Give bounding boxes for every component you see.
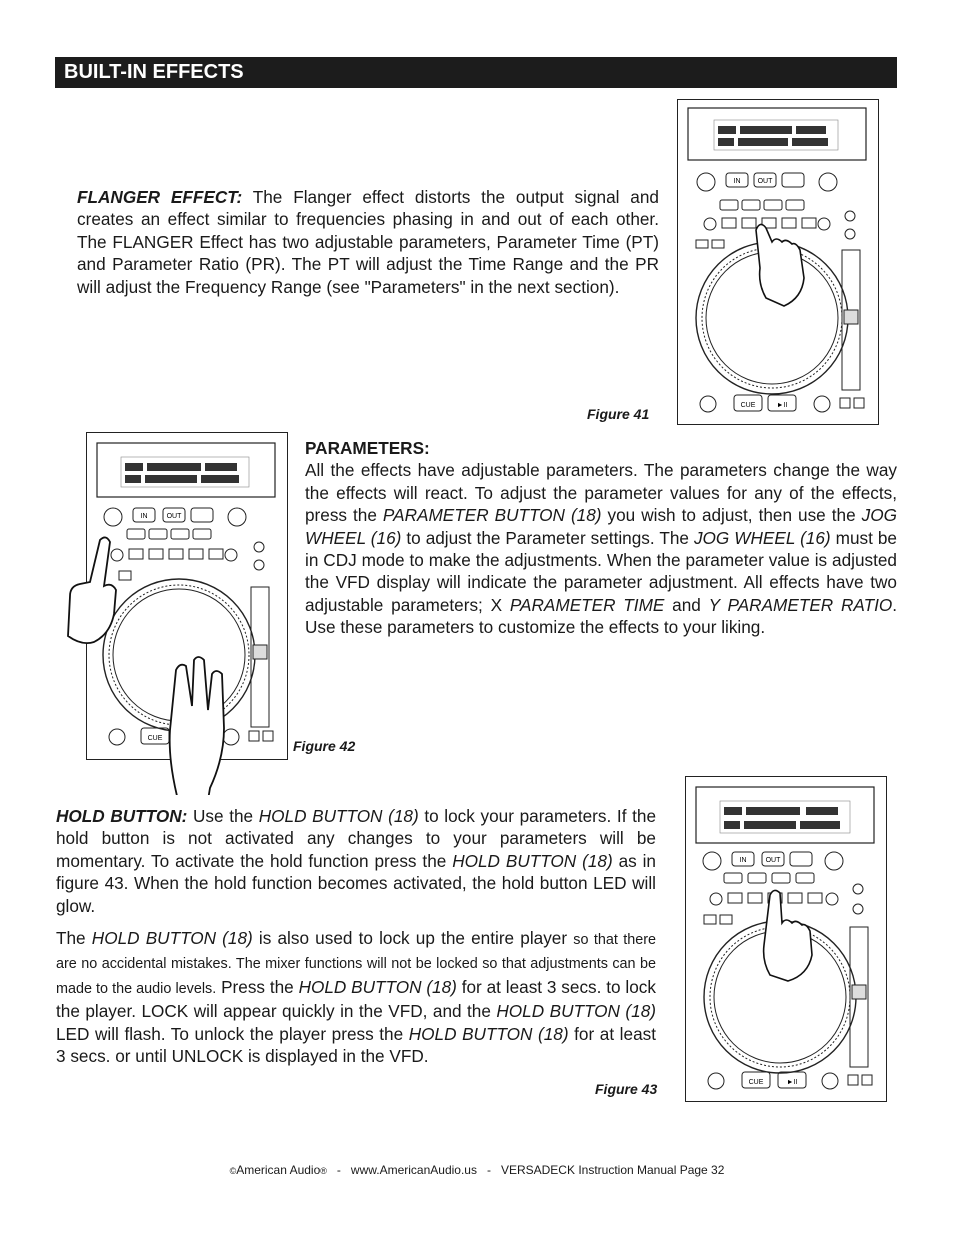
parameters-text: and (664, 594, 709, 615)
parameters-heading: PARAMETERS: (305, 438, 430, 458)
hold-lock-text: for at least 3 secs. or until UNLOCK is displayed in the VFD. (56, 1023, 656, 1067)
figure-42-caption: Figure 42 (293, 738, 356, 754)
flanger-heading: FLANGER EFFECT: (77, 187, 243, 207)
registered-symbol: ® (320, 1166, 327, 1176)
parameters-paragraph (305, 437, 897, 639)
section-title: BUILT-IN EFFECTS (64, 61, 244, 83)
figure-43-device (685, 776, 887, 1102)
hand-icon (756, 224, 804, 306)
hold-text: Use the (187, 806, 259, 826)
parameters-ref: JOG WHEEL (16) (305, 505, 897, 548)
out-button-label: OUT (765, 857, 781, 864)
out-button-label: OUT (757, 178, 773, 185)
parameters-text: to adjust the Parameter settings. The (401, 527, 694, 548)
parameters-text: . Use these parameters to customize the effects to your liking. (305, 594, 897, 638)
versadeck-illustration-43 (686, 777, 886, 1101)
flanger-paragraph (77, 186, 659, 298)
in-button-label: IN (140, 513, 148, 520)
hand-icon (764, 890, 812, 981)
hold-ref: HOLD BUTTON (18) (258, 806, 419, 826)
in-button-label: IN (733, 178, 741, 185)
hold-lock-text: for at least 3 secs. to lock the player. LOCK will appear quickly in the VFD, and the (56, 976, 656, 1022)
footer-text: - www.AmericanAudio.us - VERSADECK Instruction Manual Page 32 (326, 1163, 725, 1177)
hold-text: as in figure 43. When the hold function becomes activated, the hold button LED will glow. (56, 850, 656, 916)
hold-lock-ref: HOLD BUTTON (18) (496, 1001, 656, 1022)
hold-lock-ref: HOLD BUTTON (18) (298, 976, 457, 997)
hold-lock-ref: HOLD BUTTON (18) (91, 928, 253, 948)
parameters-text: must be in CDJ mode to make the adjustments. When the parameter value is adjusted the VFD display will indicate the parameter adjustment. All effects have two adjustable parameters; X (305, 527, 897, 615)
right-hand-icon (170, 657, 224, 795)
hold-paragraph (56, 805, 656, 917)
in-button-label: IN (739, 857, 747, 864)
figure-41-device (677, 99, 879, 425)
hold-ref: HOLD BUTTON (18) (452, 850, 613, 871)
parameters-ref: PARAMETER TIME (509, 594, 665, 615)
cue-button-label: CUE (748, 1079, 764, 1086)
left-hand-icon (68, 537, 116, 643)
page-footer (0, 1163, 954, 1177)
out-button-label: OUT (166, 513, 182, 520)
hold-lock-text: is also used to lock up the entire player (252, 928, 574, 948)
flanger-body: The Flanger effect distorts the output signal and creates an effect similar to frequencies phasing in and out of each other. The FLANGER Effect has two adjustable parameters, Parameter Time (PT) and Parameter Ratio (PR). The PT will adjust the Time Range and the PR will adjust the Frequency Range (see "Parameters" in the next section). (77, 187, 659, 297)
hold-lock-text: LED will flash. To unlock the player press the (56, 1023, 409, 1044)
hold-lock-text: Press the (216, 976, 299, 997)
cue-button-label: CUE (740, 402, 756, 409)
parameters-text: you wish to adjust, then use the (601, 505, 862, 526)
figure-43-caption: Figure 43 (595, 1081, 658, 1097)
hold-text: to lock your parameters. If the hold button is not activated any changes to your parameters will be momentary. To activate the hold function press the (56, 806, 656, 871)
parameters-ref: JOG WHEEL (16) (693, 527, 831, 548)
section-header (55, 57, 897, 88)
copyright-symbol: © (229, 1166, 237, 1176)
cue-button-label: CUE (147, 735, 163, 742)
hold-heading: HOLD BUTTON: (56, 806, 188, 826)
hold-lock-paragraph (56, 927, 656, 1067)
parameters-text: All the effects have adjustable parameters. The parameters change the way the effects will react. To adjust the parameter values for any of the effects, press the (305, 460, 897, 526)
figure-42-hands (56, 530, 236, 795)
hold-lock-ref: HOLD BUTTON (18) (408, 1023, 569, 1044)
play-button-label: ►II (776, 402, 788, 409)
play-button-label: ►II (786, 1079, 798, 1086)
figure-41-caption: Figure 41 (587, 406, 650, 422)
hold-lock-small-text: so that there are no accidental mistakes. The mixer functions will not be locked so that adjustments can be made to the audio levels. (56, 932, 657, 997)
parameters-ref: Y PARAMETER RATIO (708, 594, 893, 615)
versadeck-illustration-41 (678, 100, 878, 424)
footer-brand: American Audio (236, 1163, 321, 1177)
hold-lock-text: The (56, 928, 92, 948)
parameters-ref: PARAMETER BUTTON (18) (382, 505, 602, 526)
